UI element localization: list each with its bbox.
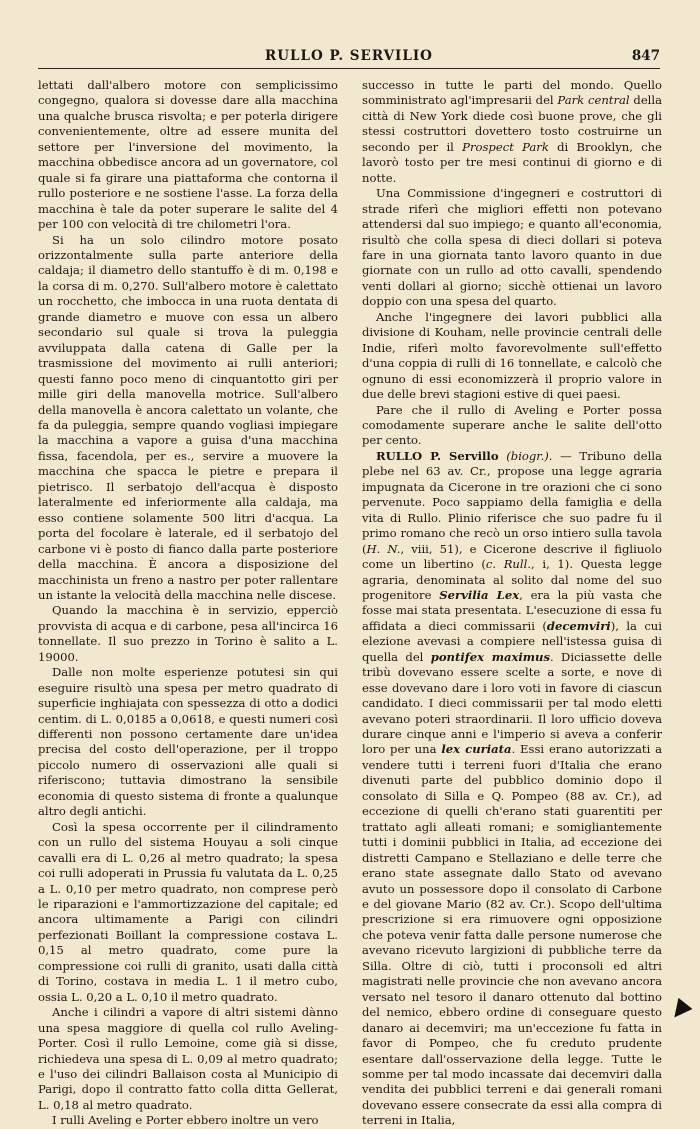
text-run: . Diciassette delle tribù dovevano essere scelte a sorte, e nove di esse dovevano dare i loro voti in favore di ciascun candidato. I dieci commissarii per tal modo eletti avevano poteri straordinarii. Il loro ufficio doveva durare cinque anni e l'imperio si aveva a conferir loro per una (362, 649, 662, 757)
italic-term: decemviri (546, 618, 611, 633)
text-run: di Brooklyn, che lavorò tosto per tre mesi continui di giorno e di notte. (362, 139, 663, 185)
italic-term: Park central (557, 93, 630, 108)
paragraph: Dalle non molte esperienze potutesi sin qui eseguire risultò una spesa per metro quadrato di superficie inghiajata con spessezza di otto a dodici centim. di L. 0,0185 a 0,0618, e questi numeri così differenti non possono certamente dare un'idea precisa del costo dell'operazione, per il troppo piccolo numero di osservazioni alle quali si riferiscono; tuttavia dimostrano la sensibile economia di questo sistema di fronte a qualunque altro degli antichi. (38, 665, 338, 819)
running-title: RULLO P. SERVILIO (265, 48, 433, 64)
text-run: . Essi erano autorizzati a vendere tutti i terreni fuori d'Italia che erano divenuti parte del pubblico dominio dopo il consolato di Silla e Q. Pompeo (88 av. Cr.), ad eccezione di quelli ch'erano stati guarentiti per trattato agli alleati romani; e somigliantemente tutti i dominii pubblici in Italia, ad eccezione dei distretti Campano e Stellaziano e delle terre che erano state assegnate dallo Stato od avevano avuto un possessore dopo il consolato di Carbone e del giovane Mario (82 av. Cr.). Scopo dell'ultima prescrizione si era rimuovere ogni opposizione che poteva venir fatta dalle persone numerose che avevano ricevuto largizioni di pubbliche terre da Silla. Oltre di ciò, tutti i proconsoli ed altri magistrati nelle provincie che non avevano ancora versato nel tesoro il danaro ottenuto dal bottino del nemico, ebbero ordine di conseguare questo danaro ai decemviri; ma un'eccezione fu fatta in favor di Pompeo, che fu creduto prudente esentare dall'osservazione della legge. Tutte le somme per tal modo incassate dai decemviri dalla vendita dei pubblici terreni e dai generali romani dovevano essere consecrate da essi alla compra di terreni in Italia, (362, 742, 662, 1128)
citation: c. Rull. (485, 557, 532, 572)
paragraph: Anche i cilindri a vapore di altri sistemi dànno una spesa maggiore di quella col rullo Aveling-Porter. Così il rullo Lemoine, come già si disse, richiedeva una spesa di L. 0,09 al metro quadrato; e l'uso dei cilindri Ballaison costa al Municipio di Parigi, dopo il contratto fatto colla ditta Gellerat, L. 0,18 al metro quadrato. (38, 1005, 338, 1112)
entry-tag: (biogr.) (506, 448, 549, 463)
text-run: della città di New York diede così buone prove, che gli stessi costruttori dovettero tosto costruirne un secondo per il (362, 93, 663, 154)
page-header (38, 48, 660, 69)
text-run: , i, 1). Questa legge agraria, denominata al solito dal nome del suo progenitore (362, 557, 662, 602)
paragraph: Pare che il rullo di Aveling e Porter possa comodamente superare anche le salite dell'otto per cento. (362, 402, 662, 448)
page-corner-mark (668, 995, 693, 1018)
paragraph: Una Commissione d'ingegneri e costruttori di strade riferì che migliori effetti non potevano attendersi dal suo impiego; e quanto all'economia, risultò che colla spesa di dieci dollari si poteva fare in una giornata tanto lavoro quanto in due giornate con un rullo ad otto cavalli, spendendo venti dollari al giorno; sicchè ottienai un lavoro doppio con una spesa del quarto. (362, 186, 662, 309)
italic-term: Servilia Lex (439, 587, 520, 602)
paragraph: I rulli Aveling e Porter ebbero inoltre un vero (52, 1113, 319, 1128)
text-run: ), la cui elezione avevasi a compiere nell'istessa guisa di quella del (362, 618, 662, 664)
paragraph: Si ha un solo cilindro motore posato orizzontalmente sulla parte anteriore della caldaja; il diametro dello stantuffo è di m. 0,198 e la corsa di m. 0,270. Sull'albero motore è calettato un rocchetto, che imbocca in una ruota dentata di grande diametro e muove con essa un albero secondario sul quale si trova la puleggia avviluppata dalla catena di Galle per la trasmissione del movimento ai rulli anteriori; questi fanno poco meno di cinquantotto giri per mille giri della manovella motrice. Sull'albero della manovella è ancora calettato un volante, che fa da puleggia, sempre quando vogliasi impiegare la macchina a vapore a guisa d'una macchina fissa, facendola, per es., servire a muovere la macchina che spacca le pietre e prepara il pietrisco. Il serbatojo dell'acqua è disposto lateralmente ed inferiormente alla caldaja, ma esso contiene solamente 500 litri d'acqua. La porta del focolare è laterale, ed il serbatojo del carbone vi è posto di fianco dalla parte posteriore della macchina. È ancora a disposizione del macchinista un freno a nastro per poter rallentare un istante la velocità della macchina nelle discese. (38, 232, 338, 602)
page-number: 847 (631, 48, 660, 64)
text-run: , era la più vasta che fosse mai stata presentata. L'esecuzione di essa fu affidata a dieci commissarii ( (362, 587, 662, 633)
italic-term: lex curiata (441, 742, 512, 757)
paragraph: Così la spesa occorrente per il cilindramento con un rullo del sistema Houyau a soli cinque cavalli era di L. 0,26 al metro quadrato; la spesa coi rulli adoperati in Prussia fu valutata da L. 0,25 a L. 0,10 per metro quadrato, non comprese però le riparazioni e l'ammortizzazione del capitale; ed ancora ultimamente a Parigi con cilindri perfezionati Boillant la compressione costava L. 0,15 al metro quadrato, come pure la compressione coi rulli di granito, usati dalla città di Torino, costava in media L. 1 il metro cubo, ossia L. 0,20 a L. 0,10 il metro quadrato. (38, 819, 338, 1004)
paragraph: Quando la macchina è in servizio, epperciò provvista di acqua e di carbone, pesa all'incirca 16 tonnellate. Il suo prezzo in Torino è salito a L. 19000. (38, 603, 338, 664)
citation: H. N. (366, 541, 401, 556)
entry-headword: RULLO P. Servillo (376, 448, 499, 463)
text-run: . — Tribuno della plebe nel 63 av. Cr., propose una legge agraria impugnata da Cicerone in tre orazioni che ci sono pervenute. Poco sappiamo della famiglia e della vita di Rullo. Plinio riferisce che suo padre fu il primo romano che recò un orso intiero sulla tavola ( (362, 448, 662, 556)
left-column (38, 78, 338, 1129)
paragraph (362, 78, 662, 186)
paragraph: Anche l'ingegnere dei lavori pubblici alla divisione di Kouham, nelle provincie centrali delle Indie, riferì molto favorevolmente sull'effetto d'una coppia di rulli di 16 tonnellate, e calcolò che ognuno di essi economizzerà il proprio valore in due delle brevi stagioni estive di quei paesi. (362, 309, 662, 402)
text-run: successo in tutte le parti del mondo. Quello somministrato agl'impresarii del (362, 78, 662, 108)
paragraph: lettati dall'albero motore con semplicissimo congegno, qualora si dovesse dare alla macchina una qualche brusca risvolta; e per poterla dirigere convenientemente, oltre ad essere munita del settore per l'inversione del movimento, la macchina obbedisce ancora ad un governatore, col quale si fa girare una piattaforma che contorna il rullo posteriore e ne sostiene l'asse. La forza della macchina è tale da poter superare le salite del 4 per 100 con velocità di tre chilometri l'ora. (38, 78, 338, 232)
italic-term: Prospect Park (462, 139, 549, 154)
right-column (362, 78, 662, 1129)
encyclopedia-entry (362, 449, 662, 1129)
italic-term: pontifex maximus (430, 649, 551, 664)
text-run: , viii, 51), e Cicerone descrive il figliuolo come un libertino ( (362, 541, 662, 572)
